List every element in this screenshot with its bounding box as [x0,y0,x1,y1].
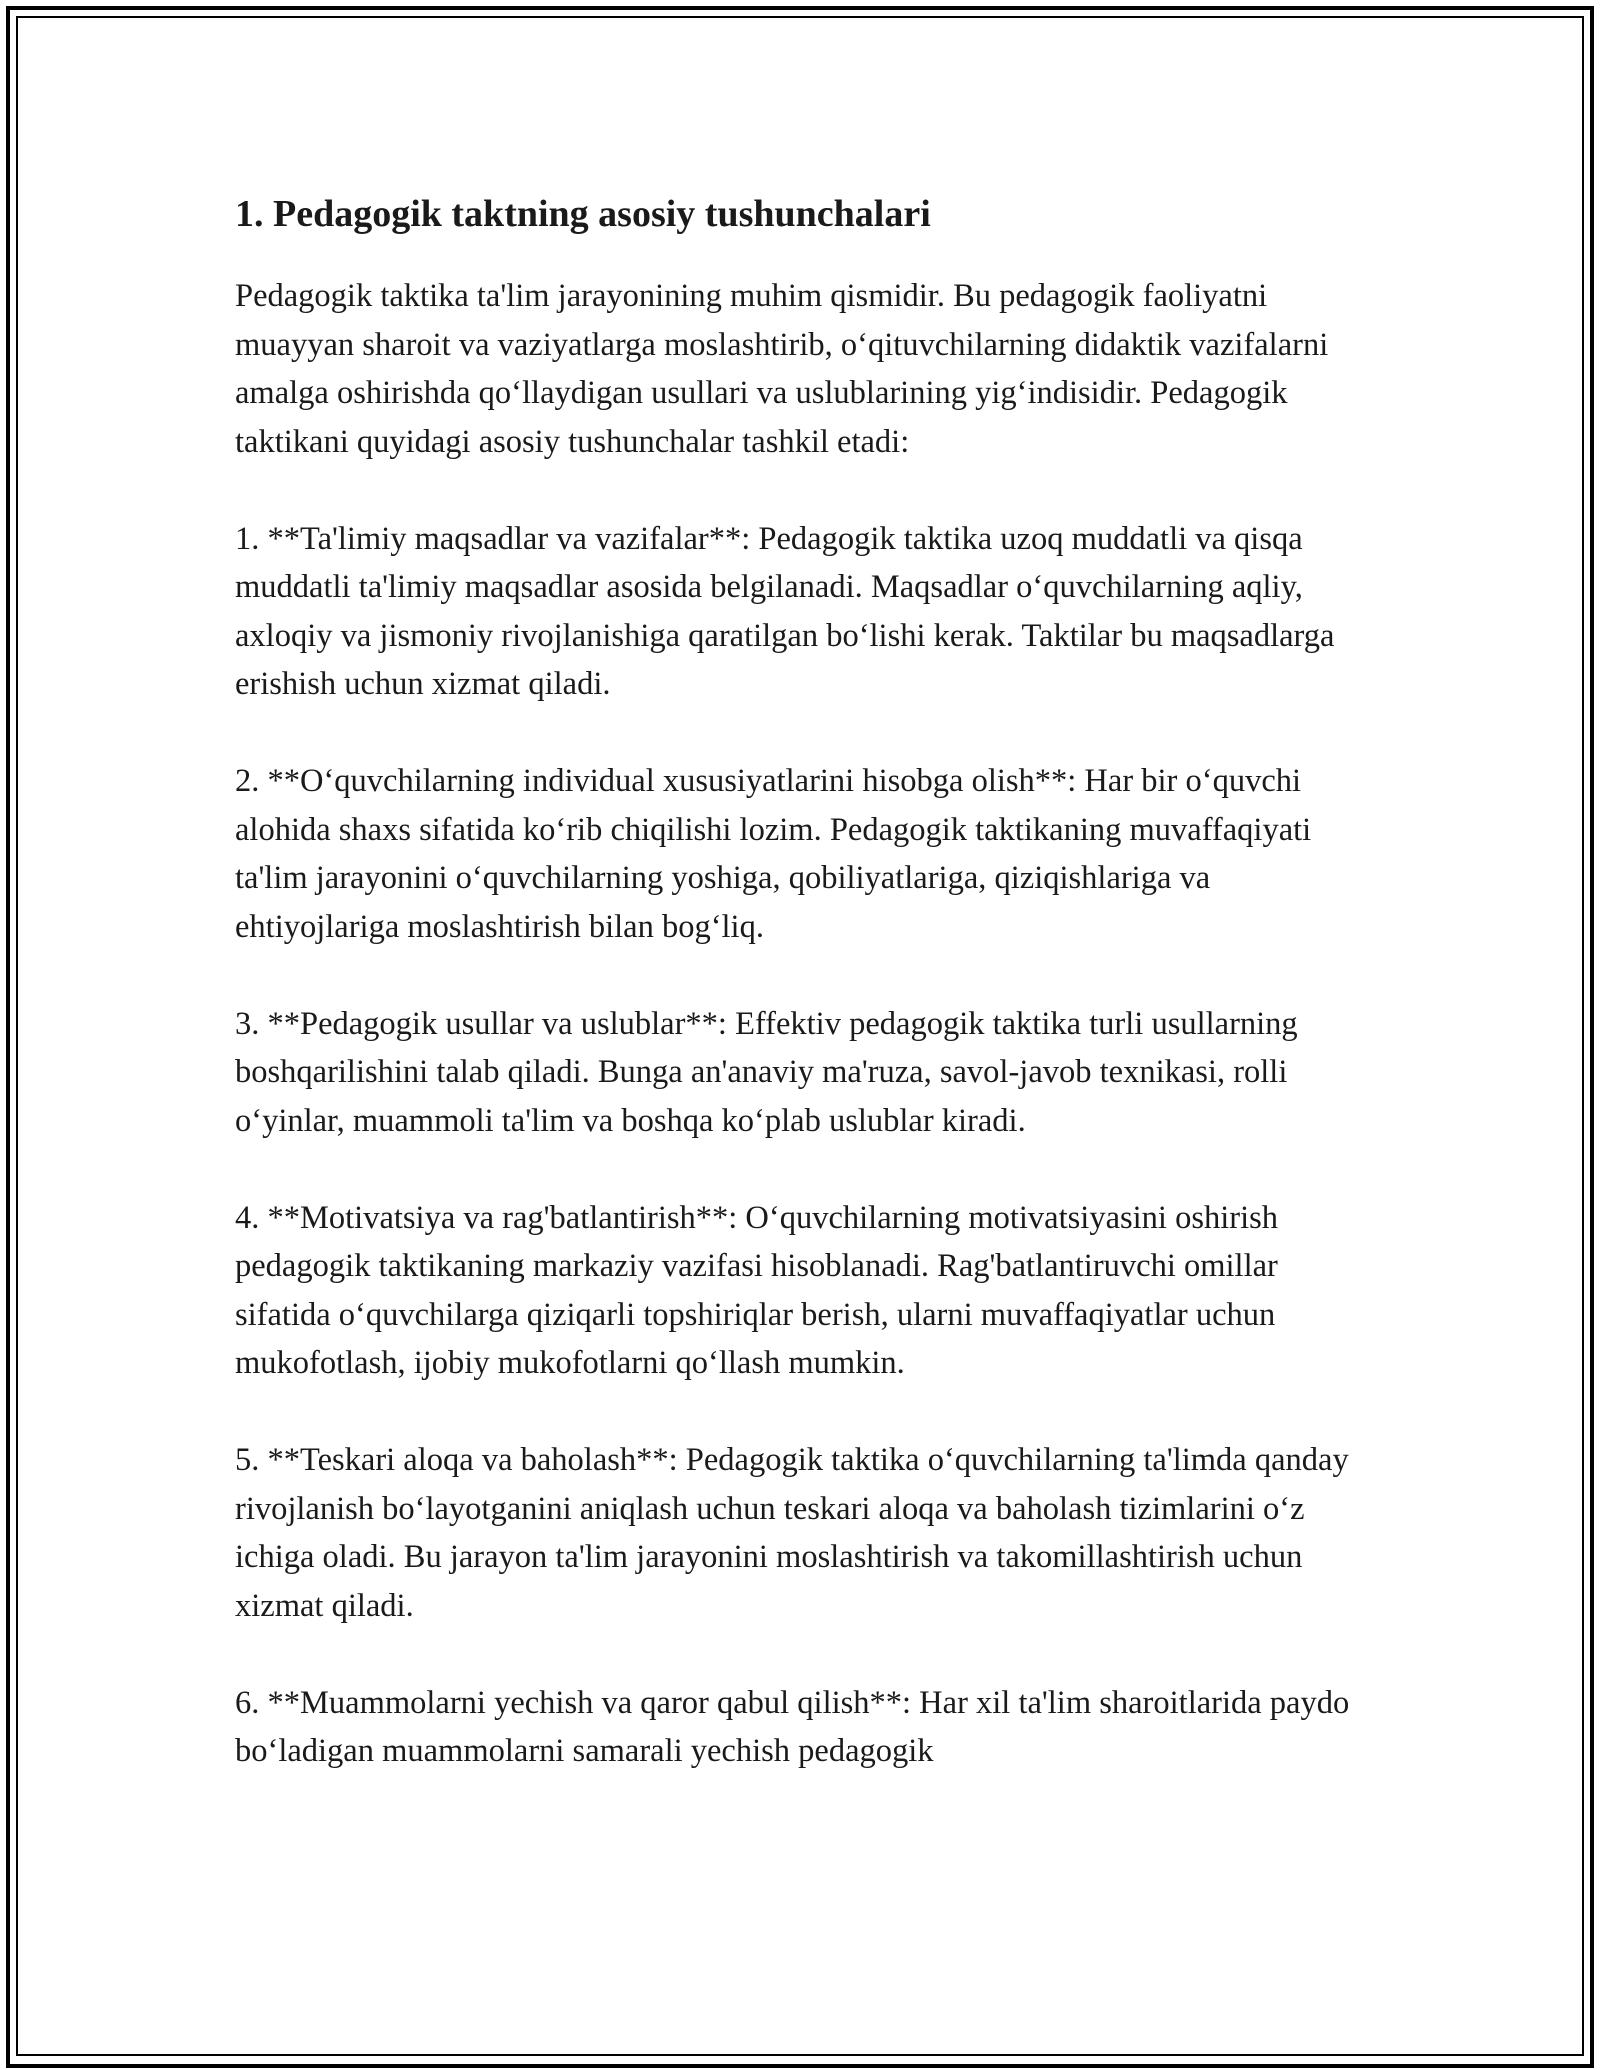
paragraph-item-5: 5. **Teskari aloqa va baholash**: Pedagogik taktika o‘quvchilarning ta'limda qanday rivojlanish bo‘layotganini aniqlash uchun teskari aloqa va baholash tizimlarini o‘z ichiga oladi. Bu jarayon ta'lim jarayonini moslashtirish va takomillashtirish uchun xizmat qiladi. [235,1442,1349,1624]
document-page [235,180,1375,1824]
paragraph-item-6: 6. **Muammolarni yechish va qaror qabul qilish**: Har xil ta'lim sharoitlarida paydo bo‘ladigan muammolarni samarali yechish pedagogik [235,1684,1350,1769]
paragraph-item-2: 2. **O‘quvchilarning individual xususiyatlarini hisobga olish**: Har bir o‘quvchi alohida shaxs sifatida ko‘rib chiqilishi lozim. Pedagogik taktikaning muvaffaqiyati ta'lim jarayonini o‘quvchilarning yoshiga, qobiliyatlariga, qiziqishlariga va ehtiyojlariga moslashtirish bilan bog‘liq. [235,763,1312,945]
page-title: 1. Pedagogik taktning asosiy tushunchalari [235,193,931,235]
paragraph-item-4: 4. **Motivatsiya va rag'batlantirish**: O‘quvchilarning motivatsiyasini oshirish pedagogik taktikaning markaziy vazifasi hisoblanadi. Rag'batlantiruvchi omillar sifatida o‘quvchilarga qiziqarli topshiriqlar berish, ularni muvaffaqiyatlar uchun mukofotlash, ijobiy mukofotlarni qo‘llash mumkin. [235,1199,1278,1381]
intro-paragraph: Pedagogik taktika ta'lim jarayonining muhim qismidir. Bu pedagogik faoliyatni muayyan sharoit va vaziyatlarga moslashtirib, o‘qituvchilarning didaktik vazifalarni amalga oshirishda qo‘llaydigan usullari va uslublarining yig‘indisidir. Pedagogik taktikani quyidagi asosiy tushunchalar tashkil etadi: [235,278,1329,460]
paragraph-item-3: 3. **Pedagogik usullar va uslublar**: Effektiv pedagogik taktika turli usullarning boshqarilishini talab qiladi. Bunga an'anaviy ma'ruza, savol-javob texnikasi, rolli o‘yinlar, muammoli ta'lim va boshqa ko‘plab uslublar kiradi. [235,1005,1298,1139]
paragraph-item-1: 1. **Ta'limiy maqsadlar va vazifalar**: Pedagogik taktika uzoq muddatli va qisqa muddatli ta'limiy maqsadlar asosida belgilanadi. Maqsadlar o‘quvchilarning aqliy, axloqiy va jismoniy rivojlanishiga qaratilgan bo‘lishi kerak. Taktilar bu maqsadlarga erishish uchun xizmat qiladi. [235,520,1335,702]
